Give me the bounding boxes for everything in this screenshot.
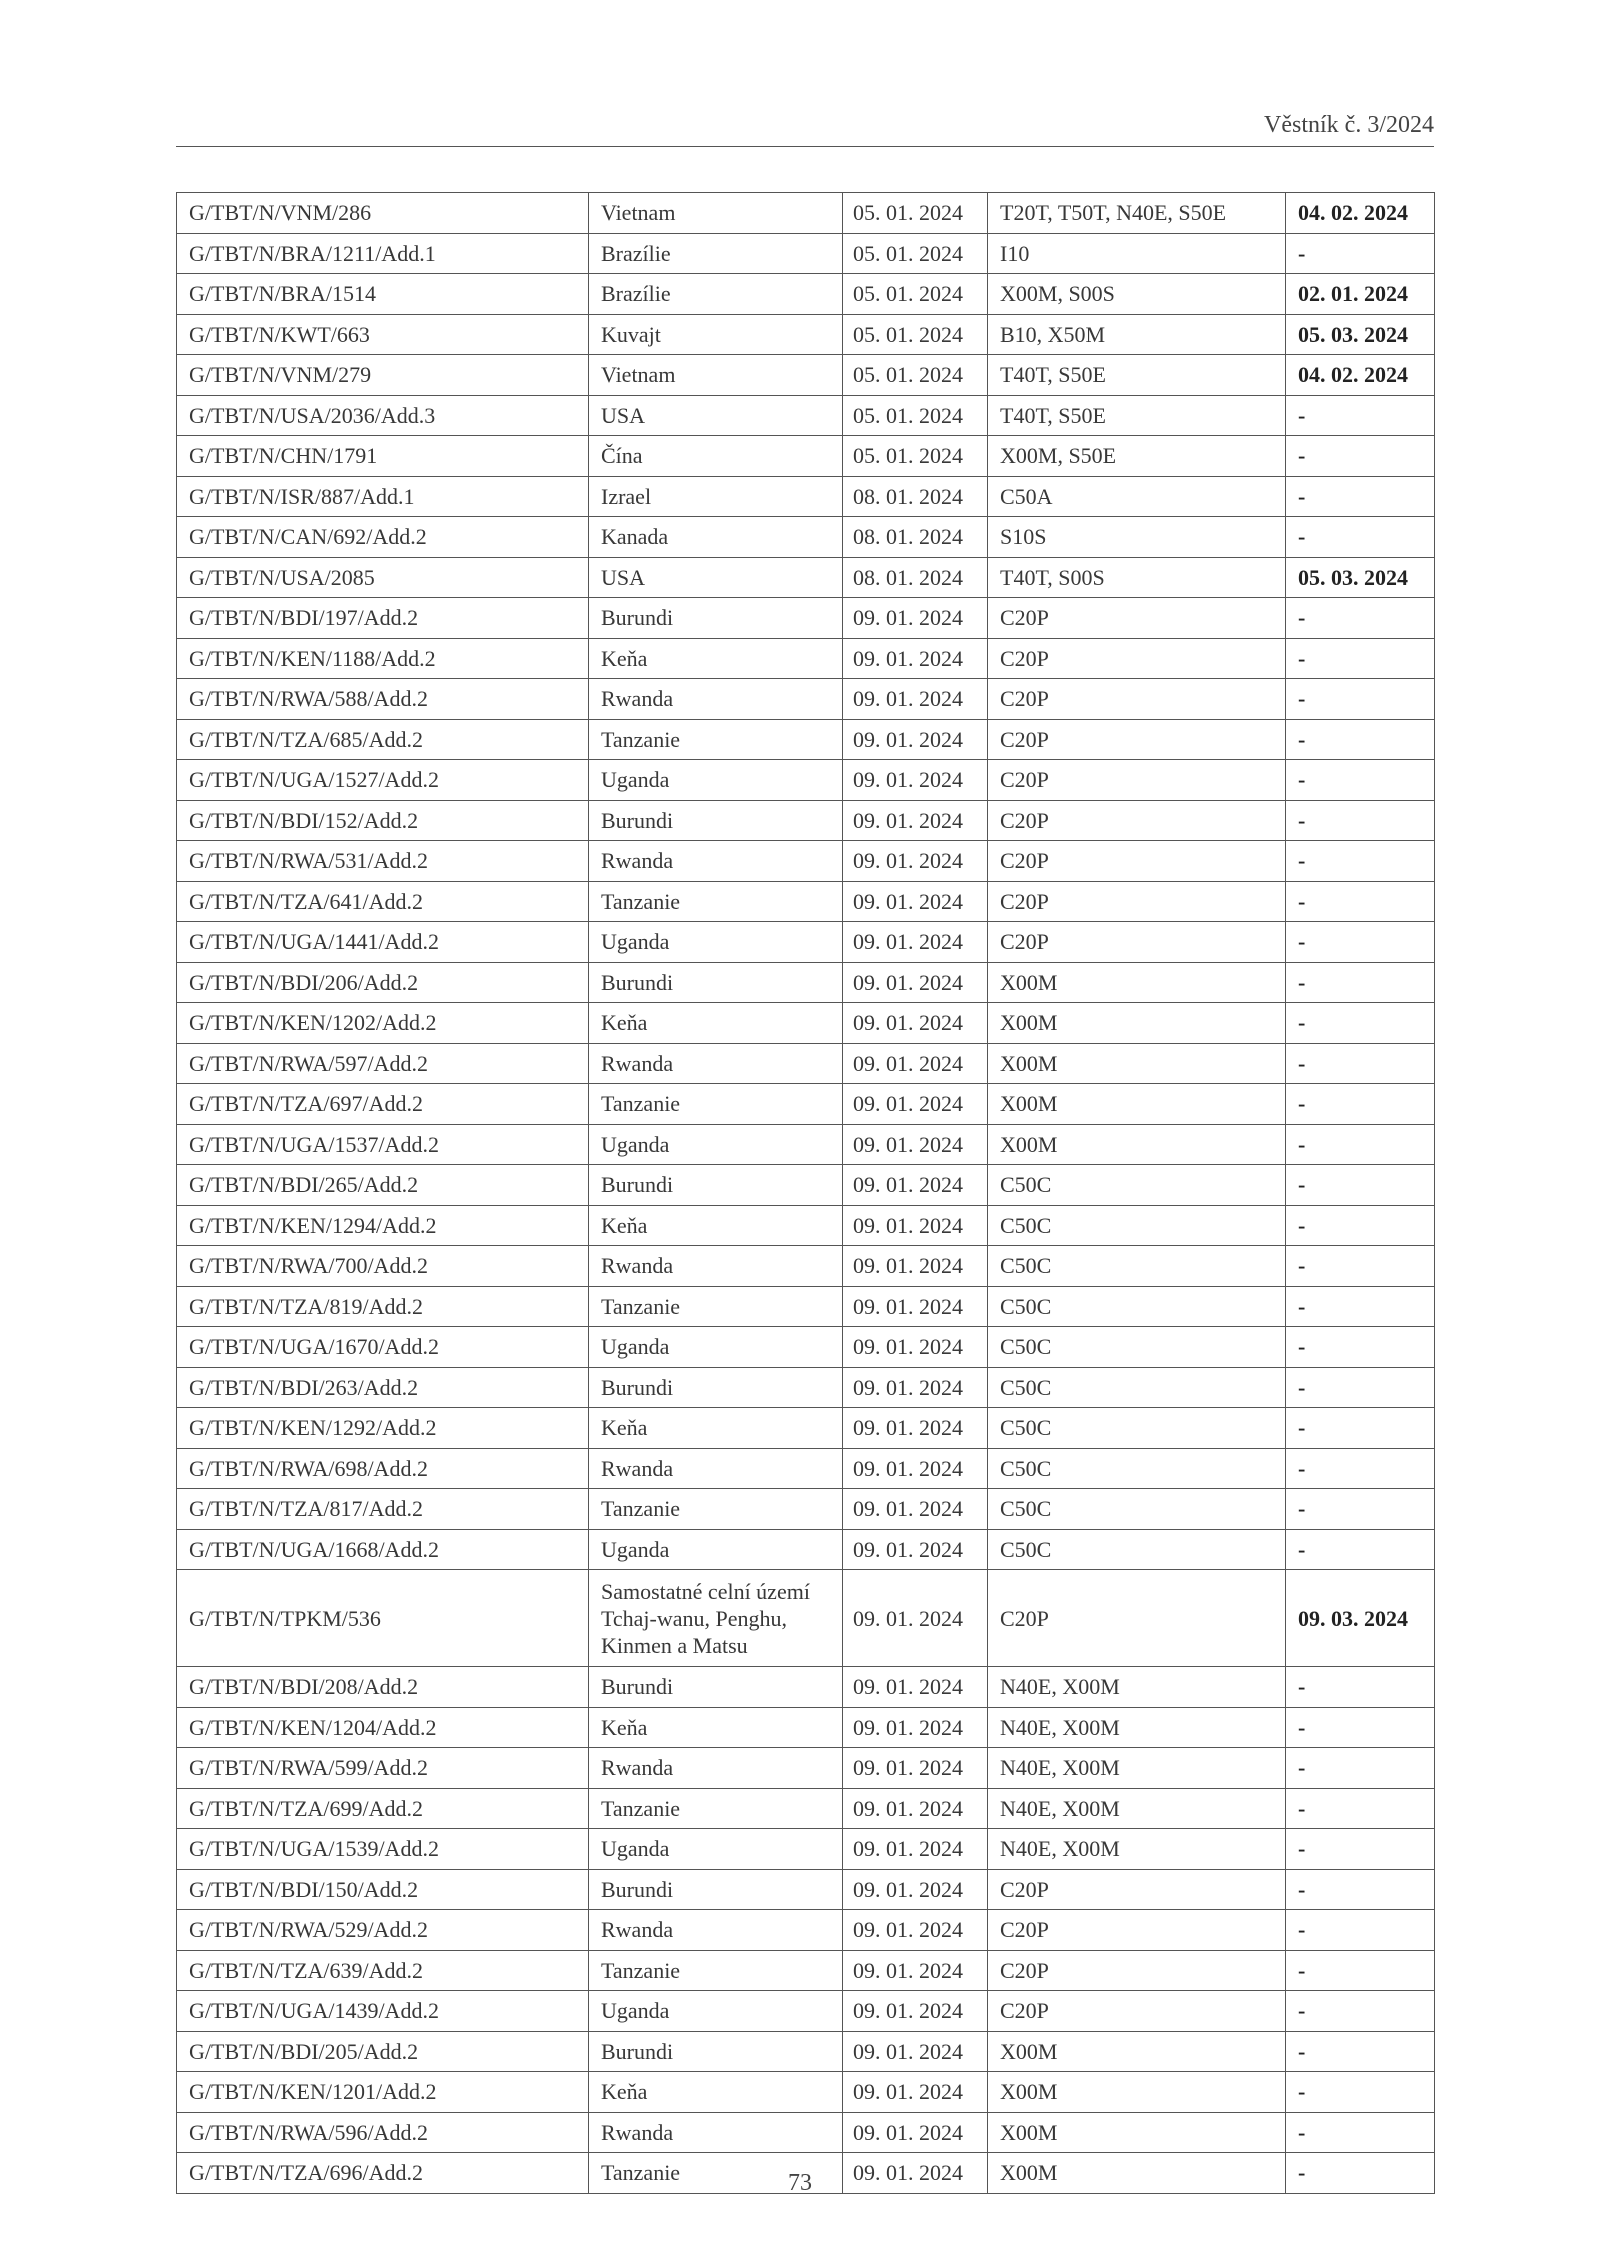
document-symbol-cell: G/TBT/N/KEN/1294/Add.2	[177, 1205, 589, 1246]
table-row	[177, 557, 1435, 598]
country-cell: Keňa	[589, 1003, 843, 1044]
deadline-cell: -	[1286, 598, 1435, 639]
table-row	[177, 881, 1435, 922]
page-number: 73	[788, 2170, 812, 2196]
country-cell: Rwanda	[589, 1448, 843, 1489]
country-cell: Kuvajt	[589, 314, 843, 355]
country-cell: Uganda	[589, 1829, 843, 1870]
date-cell: 09. 01. 2024	[843, 638, 988, 679]
date-cell: 09. 01. 2024	[843, 1748, 988, 1789]
document-symbol-cell: G/TBT/N/BDI/265/Add.2	[177, 1165, 589, 1206]
document-symbol-cell: G/TBT/N/BRA/1514	[177, 274, 589, 315]
country-cell: Brazílie	[589, 274, 843, 315]
country-cell: Uganda	[589, 922, 843, 963]
product-codes-cell: C20P	[988, 679, 1286, 720]
date-cell: 09. 01. 2024	[843, 881, 988, 922]
product-codes-cell: N40E, X00M	[988, 1829, 1286, 1870]
deadline-cell: 05. 03. 2024	[1286, 314, 1435, 355]
table-row	[177, 760, 1435, 801]
product-codes-cell: T20T, T50T, N40E, S50E	[988, 193, 1286, 234]
document-symbol-cell: G/TBT/N/CHN/1791	[177, 436, 589, 477]
country-cell: Uganda	[589, 1991, 843, 2032]
date-cell: 09. 01. 2024	[843, 1408, 988, 1449]
document-symbol-cell: G/TBT/N/RWA/529/Add.2	[177, 1910, 589, 1951]
table-row	[177, 436, 1435, 477]
country-cell: Rwanda	[589, 2112, 843, 2153]
product-codes-cell: X00M	[988, 2072, 1286, 2113]
date-cell: 05. 01. 2024	[843, 233, 988, 274]
deadline-cell: -	[1286, 1205, 1435, 1246]
document-symbol-cell: G/TBT/N/CAN/692/Add.2	[177, 517, 589, 558]
deadline-cell: -	[1286, 1950, 1435, 1991]
document-symbol-cell: G/TBT/N/ISR/887/Add.1	[177, 476, 589, 517]
document-symbol-cell: G/TBT/N/BRA/1211/Add.1	[177, 233, 589, 274]
date-cell: 09. 01. 2024	[843, 1084, 988, 1125]
product-codes-cell: I10	[988, 233, 1286, 274]
document-symbol-cell: G/TBT/N/BDI/263/Add.2	[177, 1367, 589, 1408]
deadline-cell: -	[1286, 760, 1435, 801]
deadline-cell: -	[1286, 1327, 1435, 1368]
document-symbol-cell: G/TBT/N/KEN/1292/Add.2	[177, 1408, 589, 1449]
product-codes-cell: C50C	[988, 1529, 1286, 1570]
table-row	[177, 922, 1435, 963]
date-cell: 09. 01. 2024	[843, 1043, 988, 1084]
document-symbol-cell: G/TBT/N/USA/2036/Add.3	[177, 395, 589, 436]
country-cell: Tanzanie	[589, 2153, 843, 2194]
product-codes-cell: S10S	[988, 517, 1286, 558]
table-row	[177, 1910, 1435, 1951]
date-cell: 05. 01. 2024	[843, 274, 988, 315]
product-codes-cell: C50C	[988, 1246, 1286, 1287]
table-row	[177, 1286, 1435, 1327]
country-cell: Burundi	[589, 800, 843, 841]
table-row	[177, 1084, 1435, 1125]
table-row	[177, 1367, 1435, 1408]
table-body	[177, 193, 1435, 2194]
product-codes-cell: X00M	[988, 1124, 1286, 1165]
country-cell: Tanzanie	[589, 1788, 843, 1829]
deadline-cell: -	[1286, 800, 1435, 841]
date-cell: 09. 01. 2024	[843, 1910, 988, 1951]
deadline-cell: -	[1286, 476, 1435, 517]
deadline-cell: -	[1286, 436, 1435, 477]
table-row	[177, 395, 1435, 436]
document-symbol-cell: G/TBT/N/UGA/1670/Add.2	[177, 1327, 589, 1368]
country-cell: Keňa	[589, 1408, 843, 1449]
country-cell: Tanzanie	[589, 1286, 843, 1327]
product-codes-cell: C20P	[988, 1910, 1286, 1951]
deadline-cell: -	[1286, 1165, 1435, 1206]
deadline-cell: -	[1286, 1003, 1435, 1044]
date-cell: 08. 01. 2024	[843, 557, 988, 598]
country-cell: Vietnam	[589, 193, 843, 234]
table-row	[177, 598, 1435, 639]
document-symbol-cell: G/TBT/N/TZA/819/Add.2	[177, 1286, 589, 1327]
country-cell: Uganda	[589, 1529, 843, 1570]
date-cell: 05. 01. 2024	[843, 436, 988, 477]
table-row	[177, 2031, 1435, 2072]
table-row	[177, 1829, 1435, 1870]
document-symbol-cell: G/TBT/N/KEN/1188/Add.2	[177, 638, 589, 679]
document-symbol-cell: G/TBT/N/RWA/596/Add.2	[177, 2112, 589, 2153]
deadline-cell: -	[1286, 2031, 1435, 2072]
deadline-cell: -	[1286, 2153, 1435, 2194]
table-row	[177, 1205, 1435, 1246]
product-codes-cell: C20P	[988, 719, 1286, 760]
product-codes-cell: N40E, X00M	[988, 1707, 1286, 1748]
date-cell: 09. 01. 2024	[843, 679, 988, 720]
document-symbol-cell: G/TBT/N/USA/2085	[177, 557, 589, 598]
document-symbol-cell: G/TBT/N/BDI/197/Add.2	[177, 598, 589, 639]
table-row	[177, 1246, 1435, 1287]
deadline-cell: -	[1286, 1084, 1435, 1125]
table-row	[177, 1327, 1435, 1368]
date-cell: 09. 01. 2024	[843, 1165, 988, 1206]
table-row	[177, 314, 1435, 355]
country-cell: Keňa	[589, 1205, 843, 1246]
document-symbol-cell: G/TBT/N/TZA/639/Add.2	[177, 1950, 589, 1991]
product-codes-cell: C20P	[988, 881, 1286, 922]
date-cell: 09. 01. 2024	[843, 1489, 988, 1530]
document-symbol-cell: G/TBT/N/KEN/1204/Add.2	[177, 1707, 589, 1748]
date-cell: 08. 01. 2024	[843, 476, 988, 517]
country-cell: Burundi	[589, 1165, 843, 1206]
product-codes-cell: C20P	[988, 1570, 1286, 1667]
country-cell: Brazílie	[589, 233, 843, 274]
document-symbol-cell: G/TBT/N/TZA/697/Add.2	[177, 1084, 589, 1125]
deadline-cell: -	[1286, 719, 1435, 760]
document-symbol-cell: G/TBT/N/TZA/699/Add.2	[177, 1788, 589, 1829]
product-codes-cell: C20P	[988, 1991, 1286, 2032]
product-codes-cell: B10, X50M	[988, 314, 1286, 355]
deadline-cell: 04. 02. 2024	[1286, 193, 1435, 234]
date-cell: 05. 01. 2024	[843, 355, 988, 396]
deadline-cell: -	[1286, 1829, 1435, 1870]
date-cell: 09. 01. 2024	[843, 1529, 988, 1570]
table-row	[177, 841, 1435, 882]
table-row	[177, 1489, 1435, 1530]
table-row	[177, 1991, 1435, 2032]
product-codes-cell: C50A	[988, 476, 1286, 517]
table-row	[177, 2072, 1435, 2113]
document-symbol-cell: G/TBT/N/TPKM/536	[177, 1570, 589, 1667]
document-symbol-cell: G/TBT/N/RWA/597/Add.2	[177, 1043, 589, 1084]
document-symbol-cell: G/TBT/N/UGA/1527/Add.2	[177, 760, 589, 801]
table-row	[177, 1165, 1435, 1206]
product-codes-cell: N40E, X00M	[988, 1788, 1286, 1829]
product-codes-cell: C20P	[988, 1869, 1286, 1910]
deadline-cell: -	[1286, 233, 1435, 274]
table-row	[177, 1408, 1435, 1449]
table-row	[177, 233, 1435, 274]
notifications-table	[176, 192, 1435, 2194]
table-row	[177, 1748, 1435, 1789]
table-row	[177, 962, 1435, 1003]
product-codes-cell: C20P	[988, 1950, 1286, 1991]
deadline-cell: -	[1286, 2072, 1435, 2113]
product-codes-cell: X00M, S00S	[988, 274, 1286, 315]
document-symbol-cell: G/TBT/N/KWT/663	[177, 314, 589, 355]
deadline-cell: -	[1286, 1246, 1435, 1287]
date-cell: 09. 01. 2024	[843, 1327, 988, 1368]
table-row	[177, 1570, 1435, 1667]
date-cell: 09. 01. 2024	[843, 760, 988, 801]
country-cell: Keňa	[589, 1707, 843, 1748]
page-header	[176, 110, 1434, 147]
date-cell: 09. 01. 2024	[843, 719, 988, 760]
document-symbol-cell: G/TBT/N/TZA/641/Add.2	[177, 881, 589, 922]
deadline-cell: -	[1286, 962, 1435, 1003]
deadline-cell: 09. 03. 2024	[1286, 1570, 1435, 1667]
deadline-cell: -	[1286, 1667, 1435, 1708]
deadline-cell: -	[1286, 1707, 1435, 1748]
date-cell: 09. 01. 2024	[843, 1448, 988, 1489]
country-cell: Keňa	[589, 638, 843, 679]
product-codes-cell: C20P	[988, 800, 1286, 841]
date-cell: 09. 01. 2024	[843, 1707, 988, 1748]
table-row	[177, 1950, 1435, 1991]
deadline-cell: -	[1286, 881, 1435, 922]
country-cell: Rwanda	[589, 841, 843, 882]
product-codes-cell: C20P	[988, 922, 1286, 963]
document-symbol-cell: G/TBT/N/RWA/698/Add.2	[177, 1448, 589, 1489]
date-cell: 05. 01. 2024	[843, 314, 988, 355]
product-codes-cell: C50C	[988, 1408, 1286, 1449]
product-codes-cell: T40T, S50E	[988, 395, 1286, 436]
product-codes-cell: N40E, X00M	[988, 1748, 1286, 1789]
country-cell: Tanzanie	[589, 719, 843, 760]
product-codes-cell: T40T, S00S	[988, 557, 1286, 598]
country-cell: Uganda	[589, 1327, 843, 1368]
document-symbol-cell: G/TBT/N/BDI/152/Add.2	[177, 800, 589, 841]
document-symbol-cell: G/TBT/N/RWA/531/Add.2	[177, 841, 589, 882]
country-cell: Rwanda	[589, 1910, 843, 1951]
product-codes-cell: C50C	[988, 1367, 1286, 1408]
document-symbol-cell: G/TBT/N/UGA/1441/Add.2	[177, 922, 589, 963]
date-cell: 09. 01. 2024	[843, 2072, 988, 2113]
country-cell: Tanzanie	[589, 1950, 843, 1991]
product-codes-cell: C20P	[988, 760, 1286, 801]
country-cell: Rwanda	[589, 1246, 843, 1287]
deadline-cell: 04. 02. 2024	[1286, 355, 1435, 396]
document-symbol-cell: G/TBT/N/BDI/206/Add.2	[177, 962, 589, 1003]
country-cell: Čína	[589, 436, 843, 477]
product-codes-cell: C50C	[988, 1205, 1286, 1246]
document-symbol-cell: G/TBT/N/RWA/588/Add.2	[177, 679, 589, 720]
product-codes-cell: C50C	[988, 1448, 1286, 1489]
country-cell: Uganda	[589, 1124, 843, 1165]
table-row	[177, 1124, 1435, 1165]
deadline-cell: -	[1286, 1286, 1435, 1327]
product-codes-cell: C20P	[988, 638, 1286, 679]
product-codes-cell: C20P	[988, 598, 1286, 639]
table-row	[177, 274, 1435, 315]
table-row	[177, 1869, 1435, 1910]
country-cell: Rwanda	[589, 1043, 843, 1084]
country-cell: Burundi	[589, 1667, 843, 1708]
product-codes-cell: X00M	[988, 2153, 1286, 2194]
country-cell: USA	[589, 557, 843, 598]
date-cell: 05. 01. 2024	[843, 395, 988, 436]
table-row	[177, 1043, 1435, 1084]
deadline-cell: -	[1286, 922, 1435, 963]
date-cell: 09. 01. 2024	[843, 1003, 988, 1044]
product-codes-cell: T40T, S50E	[988, 355, 1286, 396]
country-cell: Rwanda	[589, 1748, 843, 1789]
country-cell: Burundi	[589, 598, 843, 639]
country-cell: Kanada	[589, 517, 843, 558]
table-row	[177, 476, 1435, 517]
table-row	[177, 1667, 1435, 1708]
product-codes-cell: C50C	[988, 1286, 1286, 1327]
date-cell: 09. 01. 2024	[843, 1246, 988, 1287]
date-cell: 09. 01. 2024	[843, 1869, 988, 1910]
deadline-cell: -	[1286, 1748, 1435, 1789]
date-cell: 09. 01. 2024	[843, 1124, 988, 1165]
document-symbol-cell: G/TBT/N/KEN/1201/Add.2	[177, 2072, 589, 2113]
product-codes-cell: C50C	[988, 1327, 1286, 1368]
deadline-cell: -	[1286, 1367, 1435, 1408]
document-symbol-cell: G/TBT/N/UGA/1537/Add.2	[177, 1124, 589, 1165]
country-cell: Rwanda	[589, 679, 843, 720]
date-cell: 09. 01. 2024	[843, 1991, 988, 2032]
document-symbol-cell: G/TBT/N/RWA/700/Add.2	[177, 1246, 589, 1287]
document-symbol-cell: G/TBT/N/KEN/1202/Add.2	[177, 1003, 589, 1044]
country-cell: Uganda	[589, 760, 843, 801]
deadline-cell: -	[1286, 1869, 1435, 1910]
country-cell: Samostatné celní území Tchaj-wanu, Penghu, Kinmen a Matsu	[589, 1570, 843, 1667]
document-symbol-cell: G/TBT/N/RWA/599/Add.2	[177, 1748, 589, 1789]
product-codes-cell: X00M	[988, 2112, 1286, 2153]
date-cell: 09. 01. 2024	[843, 1950, 988, 1991]
table-row	[177, 2112, 1435, 2153]
table-row	[177, 1003, 1435, 1044]
date-cell: 09. 01. 2024	[843, 2153, 988, 2194]
date-cell: 09. 01. 2024	[843, 1570, 988, 1667]
table-row	[177, 679, 1435, 720]
deadline-cell: -	[1286, 395, 1435, 436]
document-symbol-cell: G/TBT/N/BDI/205/Add.2	[177, 2031, 589, 2072]
document-symbol-cell: G/TBT/N/TZA/685/Add.2	[177, 719, 589, 760]
deadline-cell: 02. 01. 2024	[1286, 274, 1435, 315]
table-row	[177, 800, 1435, 841]
table-row	[177, 1788, 1435, 1829]
notifications-table-container	[176, 192, 1434, 2194]
date-cell: 09. 01. 2024	[843, 1788, 988, 1829]
date-cell: 09. 01. 2024	[843, 800, 988, 841]
deadline-cell: -	[1286, 841, 1435, 882]
product-codes-cell: X00M	[988, 2031, 1286, 2072]
country-cell: Burundi	[589, 2031, 843, 2072]
document-symbol-cell: G/TBT/N/UGA/1668/Add.2	[177, 1529, 589, 1570]
deadline-cell: -	[1286, 1043, 1435, 1084]
product-codes-cell: X00M	[988, 962, 1286, 1003]
date-cell: 09. 01. 2024	[843, 598, 988, 639]
table-row	[177, 193, 1435, 234]
deadline-cell: 05. 03. 2024	[1286, 557, 1435, 598]
date-cell: 09. 01. 2024	[843, 1205, 988, 1246]
country-cell: Burundi	[589, 1869, 843, 1910]
deadline-cell: -	[1286, 2112, 1435, 2153]
date-cell: 09. 01. 2024	[843, 1667, 988, 1708]
deadline-cell: -	[1286, 1448, 1435, 1489]
product-codes-cell: X00M, S50E	[988, 436, 1286, 477]
journal-title: Věstník č. 3/2024	[1264, 112, 1434, 138]
product-codes-cell: C20P	[988, 841, 1286, 882]
document-symbol-cell: G/TBT/N/UGA/1439/Add.2	[177, 1991, 589, 2032]
deadline-cell: -	[1286, 1124, 1435, 1165]
country-cell: Burundi	[589, 962, 843, 1003]
product-codes-cell: C50C	[988, 1165, 1286, 1206]
table-row	[177, 1448, 1435, 1489]
document-symbol-cell: G/TBT/N/BDI/208/Add.2	[177, 1667, 589, 1708]
country-cell: Tanzanie	[589, 1084, 843, 1125]
date-cell: 09. 01. 2024	[843, 962, 988, 1003]
date-cell: 05. 01. 2024	[843, 193, 988, 234]
product-codes-cell: X00M	[988, 1003, 1286, 1044]
deadline-cell: -	[1286, 1489, 1435, 1530]
country-cell: Burundi	[589, 1367, 843, 1408]
country-cell: Izrael	[589, 476, 843, 517]
country-cell: Tanzanie	[589, 1489, 843, 1530]
product-codes-cell: X00M	[988, 1043, 1286, 1084]
product-codes-cell: C50C	[988, 1489, 1286, 1530]
deadline-cell: -	[1286, 1408, 1435, 1449]
table-row	[177, 1707, 1435, 1748]
date-cell: 08. 01. 2024	[843, 517, 988, 558]
date-cell: 09. 01. 2024	[843, 2031, 988, 2072]
document-symbol-cell: G/TBT/N/VNM/286	[177, 193, 589, 234]
country-cell: Tanzanie	[589, 881, 843, 922]
product-codes-cell: N40E, X00M	[988, 1667, 1286, 1708]
deadline-cell: -	[1286, 679, 1435, 720]
document-symbol-cell: G/TBT/N/TZA/696/Add.2	[177, 2153, 589, 2194]
deadline-cell: -	[1286, 517, 1435, 558]
date-cell: 09. 01. 2024	[843, 2112, 988, 2153]
document-symbol-cell: G/TBT/N/BDI/150/Add.2	[177, 1869, 589, 1910]
table-row	[177, 517, 1435, 558]
deadline-cell: -	[1286, 1991, 1435, 2032]
table-row	[177, 1529, 1435, 1570]
date-cell: 09. 01. 2024	[843, 1829, 988, 1870]
document-symbol-cell: G/TBT/N/UGA/1539/Add.2	[177, 1829, 589, 1870]
table-row	[177, 638, 1435, 679]
table-row	[177, 719, 1435, 760]
document-symbol-cell: G/TBT/N/TZA/817/Add.2	[177, 1489, 589, 1530]
product-codes-cell: X00M	[988, 1084, 1286, 1125]
deadline-cell: -	[1286, 1788, 1435, 1829]
country-cell: USA	[589, 395, 843, 436]
date-cell: 09. 01. 2024	[843, 1286, 988, 1327]
date-cell: 09. 01. 2024	[843, 841, 988, 882]
deadline-cell: -	[1286, 638, 1435, 679]
date-cell: 09. 01. 2024	[843, 922, 988, 963]
deadline-cell: -	[1286, 1910, 1435, 1951]
document-symbol-cell: G/TBT/N/VNM/279	[177, 355, 589, 396]
table-row	[177, 355, 1435, 396]
deadline-cell: -	[1286, 1529, 1435, 1570]
date-cell: 09. 01. 2024	[843, 1367, 988, 1408]
country-cell: Vietnam	[589, 355, 843, 396]
country-cell: Keňa	[589, 2072, 843, 2113]
